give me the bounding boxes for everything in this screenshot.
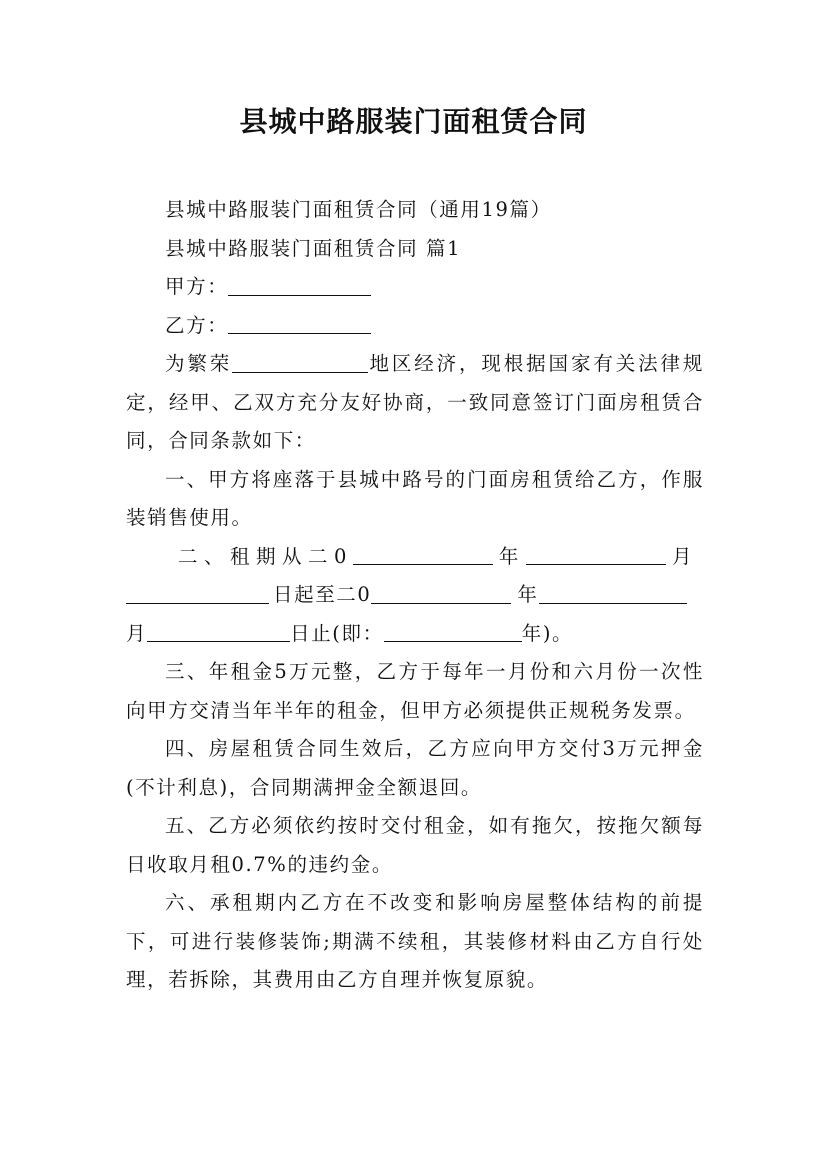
end-month-blank (539, 583, 687, 604)
clause-2-until-text: 日起至二0 (273, 583, 372, 606)
document-body (126, 191, 704, 1000)
party-a-line (126, 268, 704, 307)
party-b-label: 乙方： (165, 313, 229, 337)
subtitle-line: 县城中路服装门面租赁合同（通用19篇） (165, 198, 552, 221)
clause-1: 一、甲方将座落于县城中路号的门面房租赁给乙方，作服装销售使用。 (126, 467, 704, 529)
end-day-blank (147, 622, 290, 643)
end-year-blank (371, 583, 511, 604)
intro-pre-text: 为繁荣 (165, 352, 233, 375)
party-b-line (126, 307, 704, 346)
duration-years-blank (384, 622, 522, 643)
clause-2-line-2 (126, 576, 704, 615)
document-title: 县城中路服装门面租赁合同 (239, 105, 588, 138)
clause-2-duration-text: 日止(即： (290, 621, 384, 645)
region-blank (232, 352, 368, 373)
intro-paragraph (126, 345, 704, 461)
clause-3: 三、年租金5万元整，乙方于每年一月份和六月份一次性向甲方交清当年半年的租金，但甲方必须提供正规税务发票。 (126, 660, 704, 722)
clause-6: 六、承租期内乙方在不改变和影响房屋整体结构的前提下，可进行装修装饰;期满不续租，其装修材料由乙方自行处理，若拆除，其费用由乙方自理并恢复原貌。 (126, 891, 704, 991)
start-day-blank (126, 583, 269, 604)
clause-2-end-month-label: 月 (126, 621, 148, 645)
party-b-blank (228, 314, 371, 335)
clause-4: 四、房屋租赁合同生效后，乙方应向甲方交付3万元押金(不计利息)，合同期满押金全额退回。 (126, 737, 704, 799)
intro-post-text: 地区经济，现根据国家有关法律规定，经甲、乙双方充分友好协商，一致同意签订门面房租赁合同，合同条款如下： (126, 352, 704, 452)
clause-5: 五、乙方必须依约按时交付租金，如有拖欠，按拖欠额每日收取月租0.7%的违约金。 (126, 814, 704, 876)
party-a-label: 甲方： (165, 275, 229, 298)
party-a-blank (228, 275, 371, 296)
clause-2-line-3 (126, 615, 704, 654)
start-month-blank (526, 545, 666, 566)
part-heading: 县城中路服装门面租赁合同 篇1 (165, 236, 462, 260)
clause-2-month-label: 月 (672, 544, 694, 568)
clause-2-duration-close: 年)。 (521, 621, 574, 645)
clause-2-line-1 (126, 538, 704, 577)
start-year-blank (353, 545, 493, 566)
clause-2-end-year-label: 年 (517, 583, 539, 606)
clause-2-year-label: 年 (498, 544, 521, 568)
clause-2 (126, 538, 704, 654)
clause-2-term-start: 二、租期从二0 (178, 544, 353, 568)
